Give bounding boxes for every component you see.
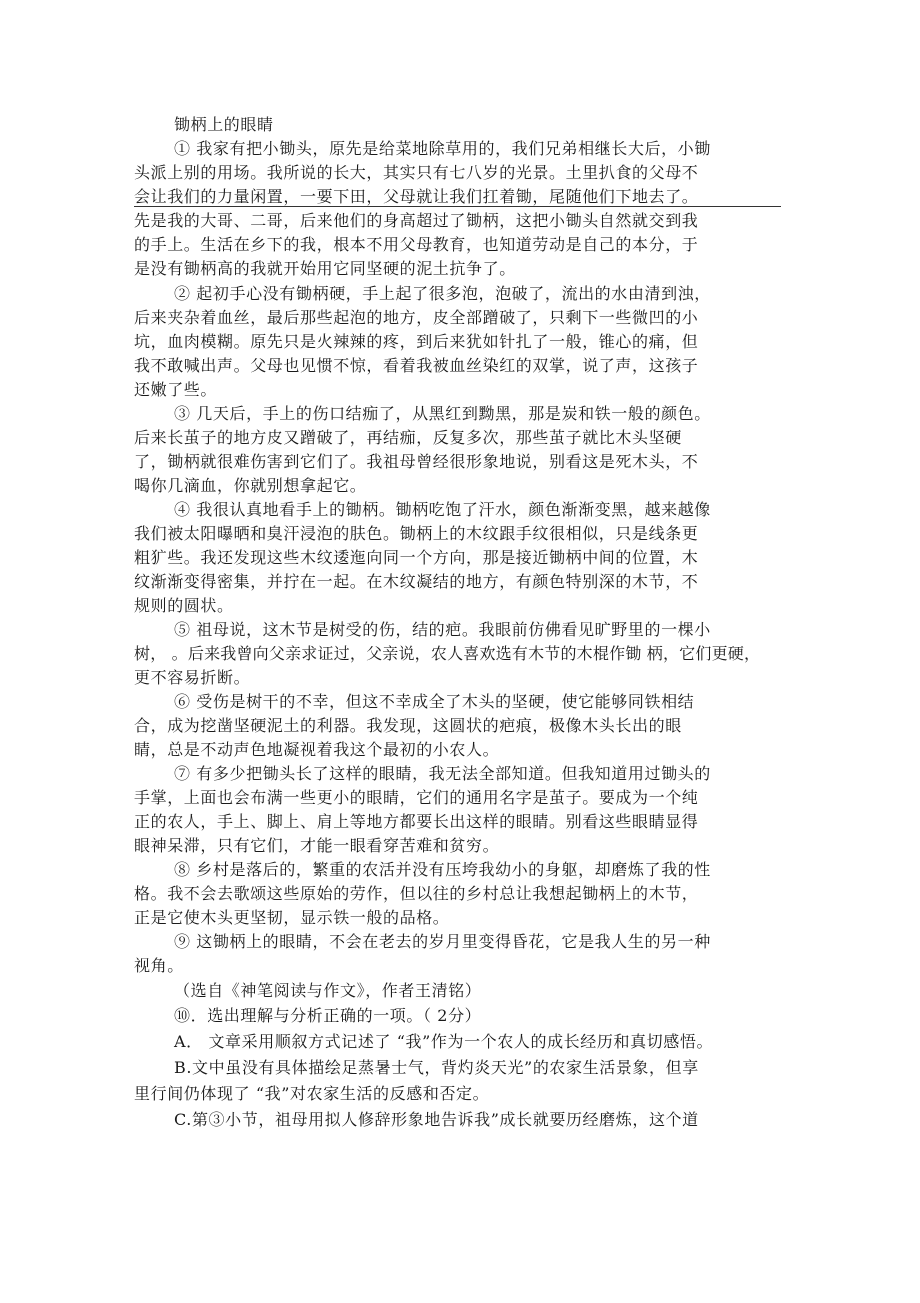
paragraph-line: 视角。 <box>134 956 184 975</box>
paragraph-line: 手掌，上面也会布满一些更小的眼睛，它们的通用名字是茧子。要成为一个纯 <box>134 788 699 807</box>
paragraph-line: 后来夹杂着血丝，最后那些起泡的地方，皮全部蹭破了，只剩下一些微凹的小 <box>134 308 699 327</box>
paragraph-line: 坑，血肉模糊。原先只是火辣辣的疼，到后来犹如针扎了一般，锥心的痛，但 <box>134 332 699 351</box>
source-citation: （选自《神笔阅读与作文》，作者王清铭） <box>174 981 482 1000</box>
paragraph-line: ⑧ 乡村是落后的，繁重的农活并没有压垮我幼小的身躯，却磨炼了我的性 <box>174 860 711 879</box>
paragraph-line: ⑥ 受伤是树干的不幸，但这不幸成全了木头的坚硬，使它能够同铁相结 <box>174 692 695 711</box>
paragraph-line: ⑤ 祖母说，这木节是树受的伤，结的疤。我眼前仿佛看见旷野里的一棵小 <box>174 620 711 639</box>
paragraph-line: 我不敢喊出声。父母也见惯不惊，看着我被血丝染红的双掌，说了声，这孩子 <box>134 356 699 375</box>
paragraph-line: 规则的圆状。 <box>134 596 234 615</box>
paragraph-line: 会让我们的力量闲置，一要下田，父母就让我们扛着锄，尾随他们下地去了。 <box>134 187 699 206</box>
paragraph-line: ① 我家有把小锄头，原先是给菜地除草用的，我们兄弟相继长大后，小锄 <box>174 139 711 158</box>
paragraph-line: 合，成为挖凿坚硬泥土的利器。我发现，这圆状的疤痕，极像木头长出的眼 <box>134 716 682 735</box>
horizontal-rule <box>134 206 781 207</box>
article-title: 锄柄上的眼睛 <box>174 115 274 134</box>
paragraph-line: 是没有锄柄高的我就开始用它同坚硬的泥土抗争了。 <box>134 259 516 278</box>
paragraph-line: 粗犷些。我还发现这些木纹逶迤向同一个方向，那是接近锄柄中间的位置，木 <box>134 548 699 567</box>
paragraph-line: 的手上。生活在乡下的我，根本不用父母教育，也知道劳动是自己的本分，于 <box>134 235 699 254</box>
option-b-continued: 里行间仍体现了 “我”对农家生活的反感和否定。 <box>134 1084 490 1103</box>
paragraph-line: 眼神呆滞，只有它们，才能一眼看穿苦难和贫穷。 <box>134 836 500 855</box>
option-c: C.第③小节，祖母用拟人修辞形象地告诉我”成长就要历经磨炼，这个道 <box>174 1110 699 1129</box>
paragraph-line: 喝你几滴血，你就别想拿起它。 <box>134 476 367 495</box>
paragraph-line: 纹渐渐变得密集，并拧在一起。在木纹凝结的地方，有颜色特别深的木节，不 <box>134 572 699 591</box>
paragraph-line: 后来长茧子的地方皮又蹭破了，再结痂，反复多次，那些茧子就比木头坚硬 <box>134 428 682 447</box>
paragraph-line: 正是它使木头更坚韧，显示铁一般的品格。 <box>134 908 450 927</box>
paragraph-line: 头派上别的用场。我所说的长大，其实只有七八岁的光景。土里扒食的父母不 <box>134 163 699 182</box>
paragraph-line: 树， 。后来我曾向父亲求证过，父亲说，农人喜欢选有木节的木棍作锄 柄，它们更硬， <box>134 644 761 663</box>
paragraph-line: 更不容易折断。 <box>134 668 251 687</box>
paragraph-line: 先是我的大哥、二哥，后来他们的身高超过了锄柄，这把小锄头自然就交到我 <box>134 211 699 230</box>
paragraph-line: ⑦ 有多少把锄头长了这样的眼睛，我无法全部知道。但我知道用过锄头的 <box>174 764 711 783</box>
paragraph-line: 还嫩了些。 <box>134 380 218 399</box>
paragraph-line: ④ 我很认真地看手上的锄柄。锄柄吃饱了汗水，颜色渐渐变黑，越来越像 <box>174 500 711 519</box>
paragraph-line: 睛，总是不动声色地凝视着我这个最初的小农人。 <box>134 740 500 759</box>
option-a: A． 文章采用顺叙方式记述了 “我”作为一个农人的成长经历和真切感悟。 <box>174 1032 714 1051</box>
question-stem: ⑩．选出理解与分析正确的一项。（ 2分） <box>174 1006 482 1025</box>
option-b: B.文中虽没有具体描绘足蒸暑士气，背灼炎天光”的农家生活景象，但享 <box>174 1058 699 1077</box>
paragraph-line: 了，锄柄就很难伤害到它们了。我祖母曾经很形象地说，别看这是死木头，不 <box>134 452 699 471</box>
paragraph-line: ③ 几天后，手上的伤口结痂了，从黑红到黝黑，那是炭和铁一般的颜色。 <box>174 404 711 423</box>
paragraph-line: 正的农人，手上、脚上、肩上等地方都要长出这样的眼睛。别看这些眼睛显得 <box>134 812 699 831</box>
paragraph-line: ② 起初手心没有锄柄硬，手上起了很多泡，泡破了，流出的水由清到浊， <box>174 284 711 303</box>
paragraph-line: 我们被太阳曝晒和臭汗浸泡的肤色。锄柄上的木纹跟手纹很相似，只是线条更 <box>134 524 699 543</box>
paragraph-line: 格。我不会去歌颂这些原始的劳作，但以往的乡村总让我想起锄柄上的木节， <box>134 884 699 903</box>
paragraph-line: ⑨ 这锄柄上的眼睛，不会在老去的岁月里变得昏花，它是我人生的另一种 <box>174 932 711 951</box>
